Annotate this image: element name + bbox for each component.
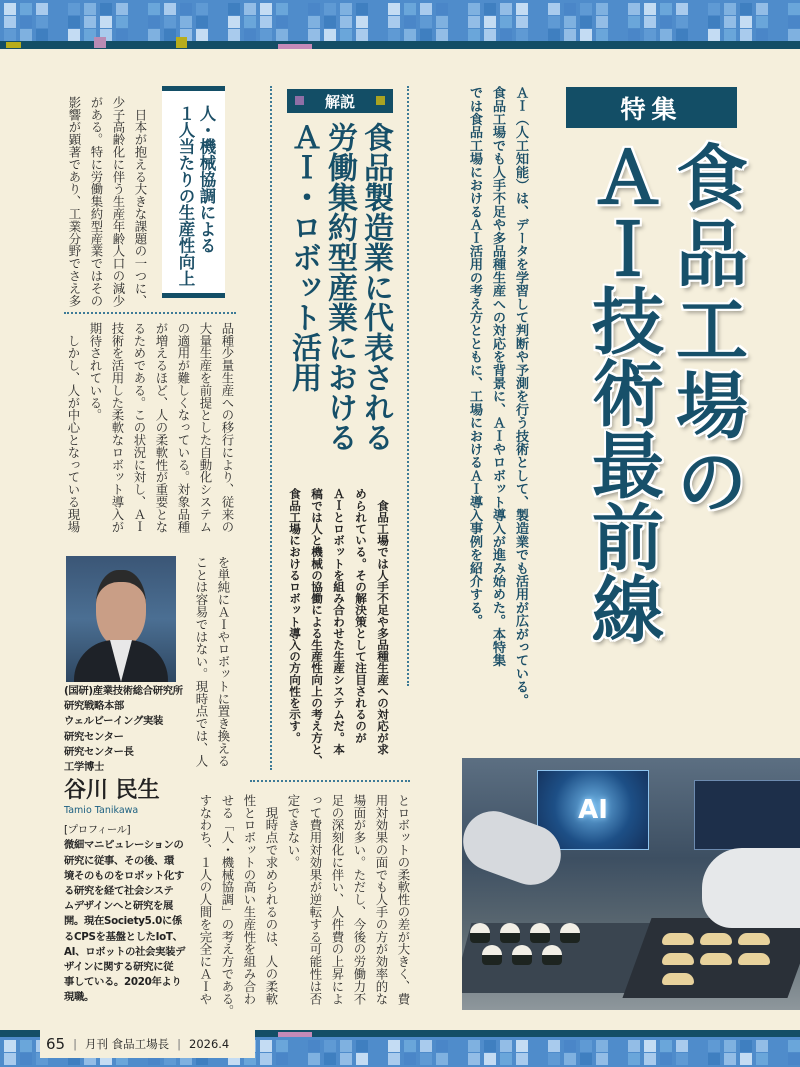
mosaic-tile <box>36 3 48 15</box>
mosaic-tile <box>4 16 16 28</box>
mosaic-tile <box>4 1053 16 1065</box>
author-affiliation <box>64 684 190 775</box>
text-column: ＡＩとロボットを組み合わせた生産システムだ。本 <box>332 488 346 755</box>
mosaic-tile <box>660 29 672 41</box>
feature-lead <box>463 86 532 706</box>
gyoza <box>662 953 694 965</box>
mosaic-tile <box>420 3 432 15</box>
mosaic-tile <box>20 1053 32 1065</box>
mosaic-tile <box>308 29 320 41</box>
mosaic-tile <box>628 3 640 15</box>
footer-folio <box>40 1030 255 1058</box>
feature-badge <box>566 87 737 128</box>
mosaic-tile <box>740 29 752 41</box>
mosaic-tile <box>308 3 320 15</box>
text-column: 大量生産を前提とした自動化システム <box>198 322 213 533</box>
mosaic-tile <box>68 29 80 41</box>
mosaic-tile <box>388 16 400 28</box>
header-strip <box>0 41 800 49</box>
feature-title-line-2: ＡＩ技術最前線 <box>580 140 664 644</box>
profile-line: AI、ロボットの社会実装デ <box>64 945 186 958</box>
mosaic-tile <box>436 1040 448 1052</box>
mosaic-tile <box>276 1040 288 1052</box>
mosaic-tile <box>596 1053 608 1065</box>
text-column: ことは容易ではない。現時点では、人 <box>194 556 209 767</box>
text-column: 足の深刻化に伴い、人件費の上昇によ <box>330 794 345 1005</box>
mosaic-tile <box>628 1053 640 1065</box>
feature-badge-label: 特集 <box>620 94 683 124</box>
mosaic-tile <box>500 3 512 15</box>
mosaic-tile <box>4 3 16 15</box>
mosaic-tile <box>228 16 240 28</box>
text-column: 少子高齢化に伴う生産年齢人口の減少 <box>111 96 126 307</box>
mosaic-tile <box>388 3 400 15</box>
mosaic-tile <box>404 16 416 28</box>
header-accent-yellow <box>6 42 21 48</box>
mosaic-tile <box>420 29 432 41</box>
mosaic-tile <box>740 1040 752 1052</box>
text-column: がある。特に労働集約型産業ではその <box>89 96 104 307</box>
text-column: 技術を活用した柔軟なロボット導入が <box>110 322 125 533</box>
mosaic-tile <box>196 16 208 28</box>
text-column: められている。その解決策として注目されるのが <box>354 488 368 744</box>
mosaic-tile <box>196 29 208 41</box>
mosaic-tile <box>356 3 368 15</box>
footer-accent-pink <box>278 1032 312 1037</box>
mosaic-tile <box>740 3 752 15</box>
section-heading-box <box>162 86 225 298</box>
mosaic-tile <box>756 16 768 28</box>
mosaic-tile <box>484 1053 496 1065</box>
text-column: って費用対効果が逆転する可能性は否 <box>308 794 323 1005</box>
mosaic-tile <box>660 1040 672 1052</box>
mosaic-tile <box>164 3 176 15</box>
mosaic-tile <box>676 1040 688 1052</box>
mosaic-tile <box>580 16 592 28</box>
profile-text <box>64 838 190 1005</box>
mosaic-tile <box>548 1053 560 1065</box>
mosaic-tile <box>644 29 656 41</box>
article-category-badge <box>287 89 393 113</box>
robot-monitor <box>694 780 800 850</box>
mosaic-tile <box>484 3 496 15</box>
text-column: ＡＩ・ロボット活用 <box>286 122 321 392</box>
mosaic-tile <box>500 16 512 28</box>
mosaic-tile <box>500 29 512 41</box>
gyoza <box>738 933 770 945</box>
mosaic-tile <box>564 1053 576 1065</box>
text-column: ＡＩ（人工知能）は、データを学習して判断や予測を行う技術として、製造業でも活用が広がっている。 <box>513 86 528 707</box>
body-text-block-3 <box>190 556 234 767</box>
onigiri <box>542 945 562 965</box>
onigiri <box>470 923 490 943</box>
onigiri <box>560 923 580 943</box>
mosaic-tile <box>756 3 768 15</box>
mosaic-tile <box>404 1053 416 1065</box>
mosaic-tile <box>276 29 288 41</box>
mosaic-tile <box>548 29 560 41</box>
mosaic-tile <box>324 16 336 28</box>
mosaic-tile <box>724 1040 736 1052</box>
mosaic-tile <box>404 3 416 15</box>
body-text-block-4 <box>194 794 414 1017</box>
text-column: 品種少量生産への移行により、従来の <box>220 322 235 533</box>
mosaic-tile <box>244 16 256 28</box>
badge-square-purple <box>295 96 304 105</box>
mosaic-tile <box>564 16 576 28</box>
mosaic-tile <box>20 3 32 15</box>
article-intro <box>284 488 394 766</box>
mosaic-tile <box>660 3 672 15</box>
mosaic-tile <box>420 1040 432 1052</box>
mosaic-tile <box>548 3 560 15</box>
text-column: とロボットの柔軟性の差が大きく、費 <box>396 794 411 1005</box>
profile-line: 微細マニピュレーションの <box>64 839 184 852</box>
folio-separator: | <box>177 1037 181 1051</box>
mosaic-tile <box>148 3 160 15</box>
mosaic-tile <box>756 1053 768 1065</box>
mosaic-tile <box>404 29 416 41</box>
text-column: 労働集約型産業における <box>322 122 357 452</box>
text-column: 日本が抱える大きな課題の一つに、 <box>133 96 148 307</box>
mosaic-tile <box>340 1053 352 1065</box>
mosaic-tile <box>548 16 560 28</box>
mosaic-tile <box>644 1040 656 1052</box>
text-column: 人・機械協調による <box>197 105 216 254</box>
mosaic-tile <box>516 3 528 15</box>
mosaic-tile <box>628 29 640 41</box>
mosaic-tile <box>356 29 368 41</box>
mosaic-tile <box>724 3 736 15</box>
mosaic-tile <box>724 29 736 41</box>
profile-line: 境そのものをロボット化す <box>64 869 184 882</box>
mosaic-tile <box>4 1040 16 1052</box>
text-column: 影響が顕著であり、工業分野でさえ多 <box>67 96 82 307</box>
body-text-block-1 <box>63 96 151 307</box>
mosaic-tile <box>308 1053 320 1065</box>
mosaic-tile <box>100 16 112 28</box>
mosaic-tile <box>484 29 496 41</box>
gyoza <box>662 933 694 945</box>
mosaic-tile <box>324 1053 336 1065</box>
intro-divider-bottom <box>250 780 410 782</box>
mosaic-tile <box>420 1053 432 1065</box>
header-mosaic-band <box>0 0 800 42</box>
mosaic-tile <box>260 16 272 28</box>
mosaic-tile <box>308 1040 320 1052</box>
mosaic-tile <box>228 29 240 41</box>
mosaic-tile <box>340 16 352 28</box>
mosaic-tile <box>644 1053 656 1065</box>
mosaic-tile <box>708 3 720 15</box>
affiliation-line: ウェルビーイング実装 <box>64 715 163 728</box>
mosaic-tile <box>468 1040 480 1052</box>
mosaic-tile <box>724 1053 736 1065</box>
mosaic-tile <box>500 1040 512 1052</box>
header-accent-yellow-2 <box>176 37 187 48</box>
text-column: 食品工場でも人手不足や多品種生産への対応を背景に、ＡＩやロボット導入が進み始めた。本特集 <box>490 86 505 667</box>
mosaic-tile <box>468 29 480 41</box>
mosaic-tile <box>148 16 160 28</box>
mosaic-tile <box>676 16 688 28</box>
onigiri <box>500 923 520 943</box>
mosaic-tile <box>404 1040 416 1052</box>
mosaic-tile <box>644 3 656 15</box>
mosaic-tile <box>324 3 336 15</box>
mosaic-tile <box>20 29 32 41</box>
mosaic-tile <box>68 16 80 28</box>
author-name: 谷川 民生 <box>64 778 160 804</box>
mosaic-tile <box>708 29 720 41</box>
mosaic-tile <box>276 1053 288 1065</box>
badge-square-yellow <box>376 96 385 105</box>
text-column: 食品工場におけるロボット導入の方向性を示す。 <box>288 488 302 744</box>
mosaic-tile <box>644 16 656 28</box>
mosaic-tile <box>196 3 208 15</box>
onigiri <box>482 945 502 965</box>
mosaic-tile <box>516 1040 528 1052</box>
mosaic-tile <box>308 16 320 28</box>
mosaic-tile <box>84 16 96 28</box>
mosaic-tile <box>660 16 672 28</box>
mosaic-tile <box>436 3 448 15</box>
text-column: 食品工場では人手不足や多品種生産への対応が求 <box>376 488 390 755</box>
mosaic-tile <box>788 29 800 41</box>
mosaic-tile <box>244 3 256 15</box>
text-column: 現時点で求められるのは、人の柔軟 <box>264 794 279 1005</box>
mosaic-tile <box>516 29 528 41</box>
header-accent-pink <box>94 37 106 48</box>
mosaic-tile <box>564 29 576 41</box>
mosaic-tile <box>676 29 688 41</box>
mosaic-tile <box>324 1040 336 1052</box>
mosaic-tile <box>436 16 448 28</box>
mosaic-tile <box>628 16 640 28</box>
mosaic-tile <box>740 1053 752 1065</box>
intro-divider-left <box>270 86 272 770</box>
text-column: 用対効果の面でも人手の方が効率的な <box>374 794 389 1005</box>
mosaic-tile <box>468 16 480 28</box>
mosaic-tile <box>756 29 768 41</box>
portrait-head <box>96 570 146 646</box>
mosaic-tile <box>580 1053 592 1065</box>
author-profile <box>64 684 190 1006</box>
mosaic-tile <box>548 1040 560 1052</box>
mosaic-tile <box>388 29 400 41</box>
gyoza <box>738 953 770 965</box>
mosaic-tile <box>20 1040 32 1052</box>
left-divider <box>64 312 236 314</box>
profile-line: 現職。 <box>64 991 94 1004</box>
mosaic-tile <box>676 1053 688 1065</box>
mosaic-tile <box>388 1053 400 1065</box>
folio-separator: | <box>73 1037 77 1051</box>
mosaic-tile <box>708 1040 720 1052</box>
mosaic-tile <box>20 16 32 28</box>
profile-line: 研究に従事、その後、環 <box>64 854 174 867</box>
mosaic-tile <box>260 3 272 15</box>
mosaic-tile <box>164 29 176 41</box>
page-number: 65 <box>46 1035 66 1053</box>
article-category-label: 解説 <box>324 92 355 111</box>
mosaic-tile <box>468 1053 480 1065</box>
mosaic-tile <box>580 1040 592 1052</box>
mosaic-tile <box>436 29 448 41</box>
mosaic-tile <box>356 1053 368 1065</box>
mosaic-tile <box>260 29 272 41</box>
mosaic-tile <box>596 16 608 28</box>
mosaic-tile <box>244 29 256 41</box>
mosaic-tile <box>564 1040 576 1052</box>
article-headline <box>285 122 393 452</box>
text-column: 定できない。 <box>286 794 301 869</box>
mosaic-tile <box>324 29 336 41</box>
mosaic-tile <box>708 16 720 28</box>
mosaic-tile <box>116 29 128 41</box>
mosaic-tile <box>356 16 368 28</box>
mosaic-tile <box>4 29 16 41</box>
text-column: すなわち、１人の人間を完全にＡＩや <box>198 794 213 1005</box>
mosaic-tile <box>180 16 192 28</box>
profile-line: ザインに関する研究に従 <box>64 961 174 974</box>
text-column: せる「人・機械協調」の考え方である。 <box>220 794 235 1018</box>
mosaic-tile <box>708 1053 720 1065</box>
onigiri <box>512 945 532 965</box>
text-column: が増えるほど、人の柔軟性が重要とな <box>154 322 169 533</box>
profile-line: ムデザインへと研究を展 <box>64 900 174 913</box>
mosaic-tile <box>580 29 592 41</box>
mosaic-tile <box>660 1053 672 1065</box>
onigiri <box>530 923 550 943</box>
text-column: の適用が難しくなっている。対象品種 <box>176 322 191 533</box>
issue-date: 2026.4 <box>189 1037 230 1051</box>
mosaic-tile <box>788 3 800 15</box>
mosaic-tile <box>676 3 688 15</box>
mosaic-tile <box>116 3 128 15</box>
text-column: るためである。この状況に対し、ＡＩ <box>132 322 147 533</box>
mosaic-tile <box>276 3 288 15</box>
affiliation-line: 工学博士 <box>64 761 104 774</box>
mosaic-tile <box>788 16 800 28</box>
mosaic-tile <box>500 1053 512 1065</box>
mosaic-tile <box>180 3 192 15</box>
mosaic-tile <box>116 16 128 28</box>
text-column: １人当たりの生産性向上 <box>176 105 195 287</box>
mosaic-tile <box>516 16 528 28</box>
mosaic-tile <box>84 3 96 15</box>
mosaic-tile <box>436 1053 448 1065</box>
mosaic-tile <box>100 3 112 15</box>
mosaic-tile <box>420 16 432 28</box>
mosaic-tile <box>164 16 176 28</box>
mosaic-tile <box>36 29 48 41</box>
mosaic-tile <box>596 1040 608 1052</box>
mosaic-tile <box>260 1053 272 1065</box>
body-text-block-2 <box>62 322 238 533</box>
mosaic-tile <box>468 3 480 15</box>
mosaic-tile <box>276 16 288 28</box>
mosaic-tile <box>356 1040 368 1052</box>
mosaic-tile <box>68 3 80 15</box>
magazine-name: 月刊 食品工場長 <box>84 1037 170 1051</box>
worker-gloved-hand <box>702 848 800 928</box>
profile-line: る研究を経て社会システ <box>64 885 174 898</box>
text-column: 稿では人と機械の協働による生産性向上の考え方と、 <box>310 488 324 767</box>
mosaic-tile <box>788 1053 800 1065</box>
mosaic-tile <box>260 1040 272 1052</box>
section-heading <box>175 105 217 287</box>
mosaic-tile <box>340 1040 352 1052</box>
mosaic-tile <box>628 1040 640 1052</box>
feature-title-line-1: 食品工場の <box>664 140 748 520</box>
mosaic-tile <box>724 16 736 28</box>
profile-label: [プロフィール] <box>64 824 131 837</box>
mosaic-tile <box>484 1040 496 1052</box>
mosaic-tile <box>580 3 592 15</box>
author-portrait <box>66 556 176 682</box>
text-column: 食品製造業に代表される <box>358 122 393 452</box>
mosaic-tile <box>788 1040 800 1052</box>
mosaic-tile <box>36 16 48 28</box>
affiliation-line: 研究センター長 <box>64 745 134 758</box>
mosaic-tile <box>756 1040 768 1052</box>
gyoza <box>700 933 732 945</box>
mosaic-tile <box>516 1053 528 1065</box>
profile-line: 事している。2020年より <box>64 976 182 989</box>
text-column: では食品工場におけるＡＩ活用の考え方とともに、工場におけるＡＩ導入事例を紹介する。 <box>467 86 482 628</box>
mosaic-tile <box>148 29 160 41</box>
mosaic-tile <box>596 3 608 15</box>
text-column: 場面が多い。ただし、今後の労働力不 <box>352 794 367 1005</box>
mosaic-tile <box>596 29 608 41</box>
header-accent-pink-2 <box>278 44 312 49</box>
mosaic-tile <box>228 3 240 15</box>
profile-line: 開。現在Society5.0に係 <box>64 915 182 928</box>
affiliation-line: 研究センター <box>64 730 124 743</box>
text-column: しかし、人が中心となっている現場 <box>66 322 81 533</box>
mosaic-tile <box>740 16 752 28</box>
affiliation-line: (国研)産業技術総合研究所 <box>64 685 183 697</box>
ai-screen-label: AI <box>578 795 608 825</box>
text-column: 性とロボットの高い生産性を組み合わ <box>242 794 257 1005</box>
mosaic-tile <box>388 1040 400 1052</box>
mosaic-tile <box>340 29 352 41</box>
mosaic-tile <box>564 3 576 15</box>
author-name-en: Tamio Tanikawa <box>64 805 139 817</box>
lead-divider <box>407 86 409 686</box>
text-column: 期待されている。 <box>88 322 103 422</box>
gyoza <box>700 953 732 965</box>
text-column: を単純にＡＩやロボットに置き換える <box>216 556 231 767</box>
gyoza <box>662 973 694 985</box>
mosaic-tile <box>340 3 352 15</box>
profile-line: るCPSを基盤としたIoT、 <box>64 930 183 943</box>
ai-factory-photo <box>462 758 800 1010</box>
affiliation-line: 研究戦略本部 <box>64 700 124 713</box>
mosaic-tile <box>484 16 496 28</box>
